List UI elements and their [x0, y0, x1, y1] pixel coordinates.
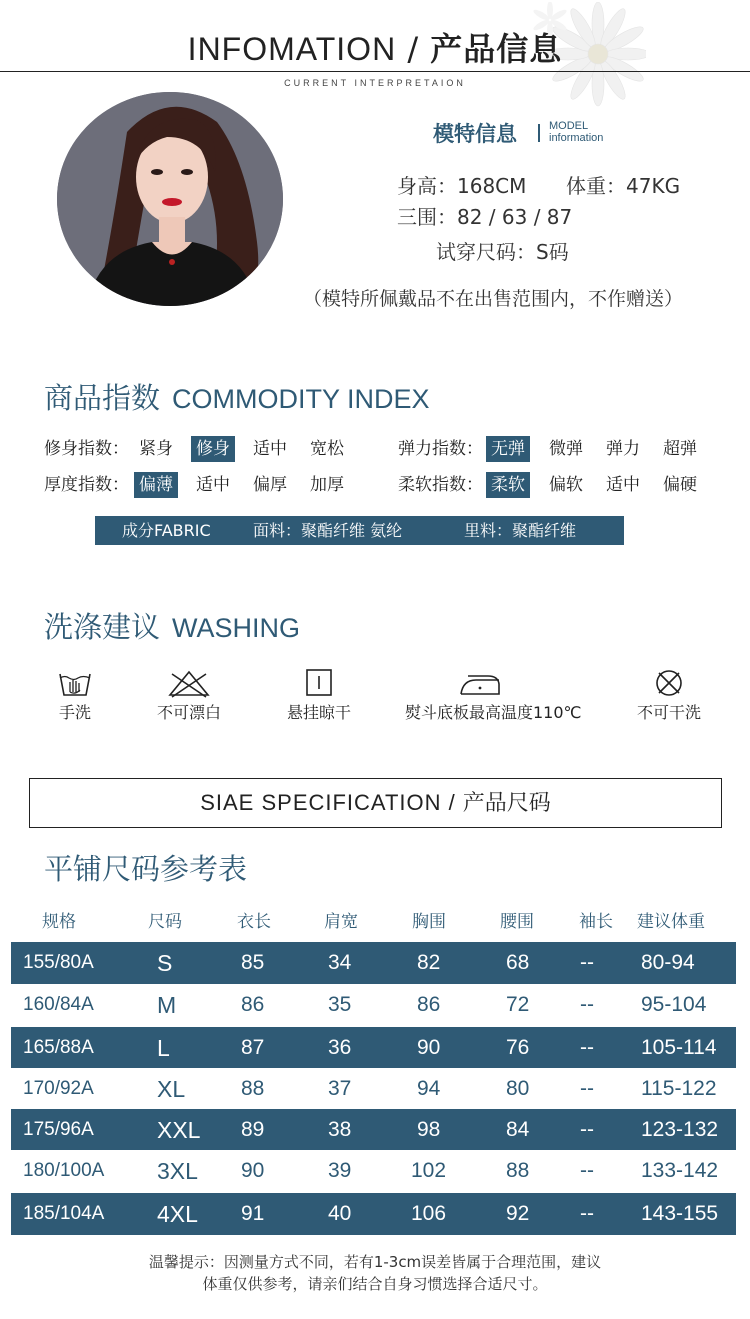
commodity-index-title [44, 376, 430, 417]
fabric-label: 成分FABRIC [122, 521, 211, 540]
col-header-length: 衣长 [237, 912, 271, 932]
cell-weight: 133-142 [641, 1159, 719, 1182]
cell-weight: 123-132 [641, 1118, 719, 1141]
title-chinese: 产品信息 [430, 30, 563, 68]
cell-size: L [157, 1035, 170, 1061]
cell-weight: 143-155 [641, 1202, 719, 1225]
softness-option: 偏硬 [663, 475, 697, 495]
wash-label: 熨斗底板最高温度110℃ [405, 703, 582, 722]
washing-title [44, 605, 300, 646]
wash-item-hand-wash [20, 668, 130, 723]
wash-label: 悬挂晾干 [286, 703, 351, 722]
cell-spec: 155/80A [23, 952, 94, 973]
spec-header-box [29, 778, 722, 828]
model-note: （模特所佩戴品不在出售范围内，不作赠送） [303, 288, 684, 310]
elastic-option: 超弹 [663, 439, 697, 459]
hang-dry-icon [305, 668, 333, 698]
fit-option: 宽松 [310, 439, 344, 459]
table-row [11, 942, 736, 984]
cell-shoulder: 34 [328, 951, 352, 974]
cell-bust: 82 [417, 951, 441, 974]
cell-size: S [157, 950, 173, 976]
model-heading-en-2: information [549, 132, 604, 144]
cell-waist: 68 [506, 951, 530, 974]
cell-spec: 165/88A [23, 1037, 94, 1058]
cell-sleeve: -- [580, 1118, 594, 1141]
cell-shoulder: 36 [328, 1036, 352, 1059]
softness-option: 偏软 [549, 475, 583, 495]
model-info-heading: 模特信息 [433, 122, 517, 146]
model-tried-size: 试穿尺码：S码 [436, 240, 569, 264]
cell-waist: 92 [506, 1202, 530, 1225]
fit-index-label: 修身指数： [44, 439, 129, 459]
model-weight: 体重：47KG [566, 174, 681, 198]
col-header-bust: 胸围 [412, 912, 446, 932]
elastic-option: 微弹 [549, 439, 583, 459]
cell-weight: 105-114 [641, 1036, 717, 1059]
thickness-option: 偏厚 [253, 475, 287, 495]
wash-label: 不可干洗 [636, 703, 701, 722]
table-row [11, 1150, 736, 1192]
cell-shoulder: 40 [328, 1202, 352, 1225]
wash-item-iron [405, 668, 582, 723]
cell-size: XL [157, 1076, 186, 1102]
wash-label: 手洗 [58, 703, 91, 722]
cell-sleeve: -- [580, 993, 594, 1016]
no-dry-clean-icon [653, 668, 685, 698]
title-english: INFOMATION [187, 31, 397, 67]
model-heading-en-1: MODEL [549, 120, 589, 132]
spec-title-en: SIAE SPECIFICATION / [200, 790, 456, 815]
model-heading-english [549, 120, 603, 144]
wash-item-no-bleach [134, 668, 244, 723]
cell-size: M [157, 992, 177, 1018]
wash-item-hang-dry [264, 668, 374, 723]
col-header-shoulder: 肩宽 [324, 912, 358, 932]
thickness-index-label: 厚度指数： [44, 475, 129, 495]
cell-bust: 102 [411, 1159, 447, 1182]
cell-weight: 80-94 [641, 951, 695, 974]
cell-sleeve: -- [580, 1159, 594, 1182]
table-row [11, 1193, 736, 1235]
size-table-header [0, 907, 750, 933]
cell-waist: 84 [506, 1118, 530, 1141]
cell-length: 89 [241, 1118, 265, 1141]
size-table-title: 平铺尺码参考表 [44, 852, 248, 886]
cell-waist: 80 [506, 1077, 530, 1100]
header-subtitle: CURRENT INTERPRETAION [284, 78, 466, 88]
commodity-title-cn: 商品指数 [44, 381, 161, 415]
spec-title-cn: 产品尺码 [462, 791, 551, 816]
cell-size: XXL [157, 1117, 201, 1143]
model-height: 身高：168CM [397, 174, 527, 198]
thickness-option: 加厚 [310, 475, 344, 495]
cell-spec: 185/104A [23, 1203, 105, 1224]
washing-title-cn: 洗涤建议 [44, 610, 161, 644]
cell-spec: 160/84A [23, 994, 94, 1015]
cell-sleeve: -- [580, 1077, 594, 1100]
cell-sleeve: -- [580, 951, 594, 974]
col-header-waist: 腰围 [500, 912, 534, 932]
fabric-outer: 面料：聚酯纤维 氨纶 [253, 521, 403, 540]
thickness-option: 适中 [196, 475, 230, 495]
cell-length: 88 [241, 1077, 265, 1100]
cell-spec: 175/96A [23, 1119, 94, 1140]
table-row [11, 1027, 736, 1069]
fabric-lining: 里料：聚酯纤维 [464, 521, 577, 540]
table-row [11, 1109, 736, 1151]
cell-shoulder: 37 [328, 1077, 352, 1100]
col-header-sleeve: 袖长 [579, 912, 613, 932]
hand-wash-icon [57, 668, 93, 698]
size-tip [0, 1251, 750, 1295]
elastic-index-label: 弹力指数： [398, 439, 483, 459]
cell-waist: 72 [506, 993, 530, 1016]
fit-option: 适中 [253, 439, 287, 459]
cell-length: 86 [241, 993, 265, 1016]
model-heading-divider [538, 124, 540, 142]
fabric-bar [95, 516, 624, 545]
cell-spec: 180/100A [23, 1160, 105, 1181]
cell-sleeve: -- [580, 1202, 594, 1225]
cell-bust: 98 [417, 1118, 441, 1141]
cell-spec: 170/92A [23, 1078, 94, 1099]
softness-option: 适中 [606, 475, 640, 495]
softness-option-selected: 柔软 [486, 472, 530, 498]
wash-label: 不可漂白 [156, 703, 221, 722]
col-header-weight: 建议体重 [637, 912, 705, 932]
cell-bust: 94 [417, 1077, 441, 1100]
cell-length: 91 [241, 1202, 265, 1225]
commodity-title-en: COMMODITY INDEX [172, 384, 430, 414]
cell-bust: 86 [417, 993, 441, 1016]
elastic-option: 弹力 [606, 439, 640, 459]
fit-option-selected: 修身 [191, 436, 235, 462]
cell-waist: 76 [506, 1036, 530, 1059]
cell-shoulder: 35 [328, 993, 352, 1016]
thickness-option-selected: 偏薄 [134, 472, 178, 498]
model-photo [57, 92, 283, 306]
elastic-option-selected: 无弹 [486, 436, 530, 462]
softness-index-label: 柔软指数： [398, 475, 483, 495]
col-header-spec: 规格 [42, 912, 76, 932]
index-row-2 [0, 472, 750, 498]
model-measurements: 三围：82 / 63 / 87 [397, 205, 573, 229]
fit-option: 紧身 [139, 439, 173, 459]
index-row-1 [0, 436, 750, 462]
cell-length: 85 [241, 951, 265, 974]
cell-weight: 95-104 [641, 993, 707, 1016]
washing-title-en: WASHING [172, 613, 301, 643]
table-row [11, 1068, 736, 1110]
table-row [11, 984, 736, 1026]
iron-icon [458, 668, 502, 698]
cell-size: 4XL [157, 1201, 198, 1227]
cell-shoulder: 38 [328, 1118, 352, 1141]
size-tip-line-1: 温馨提示：因测量方式不同，若有1-3cm误差皆属于合理范围，建议 [148, 1253, 602, 1271]
size-tip-line-2: 体重仅供参考，请亲们结合自身习惯选择合适尺寸。 [202, 1275, 548, 1293]
cell-bust: 90 [417, 1036, 441, 1059]
col-header-size: 尺码 [148, 912, 182, 932]
cell-shoulder: 39 [328, 1159, 352, 1182]
cell-bust: 106 [411, 1202, 447, 1225]
no-bleach-icon [166, 668, 212, 698]
cell-waist: 88 [506, 1159, 530, 1182]
wash-item-no-dry-clean [614, 668, 724, 723]
cell-sleeve: -- [580, 1036, 594, 1059]
cell-size: 3XL [157, 1158, 198, 1184]
title-separator: / [407, 30, 420, 68]
page-title [0, 24, 750, 70]
cell-length: 87 [241, 1036, 265, 1059]
cell-weight: 115-122 [641, 1077, 717, 1100]
header-divider [0, 71, 750, 72]
cell-length: 90 [241, 1159, 265, 1182]
